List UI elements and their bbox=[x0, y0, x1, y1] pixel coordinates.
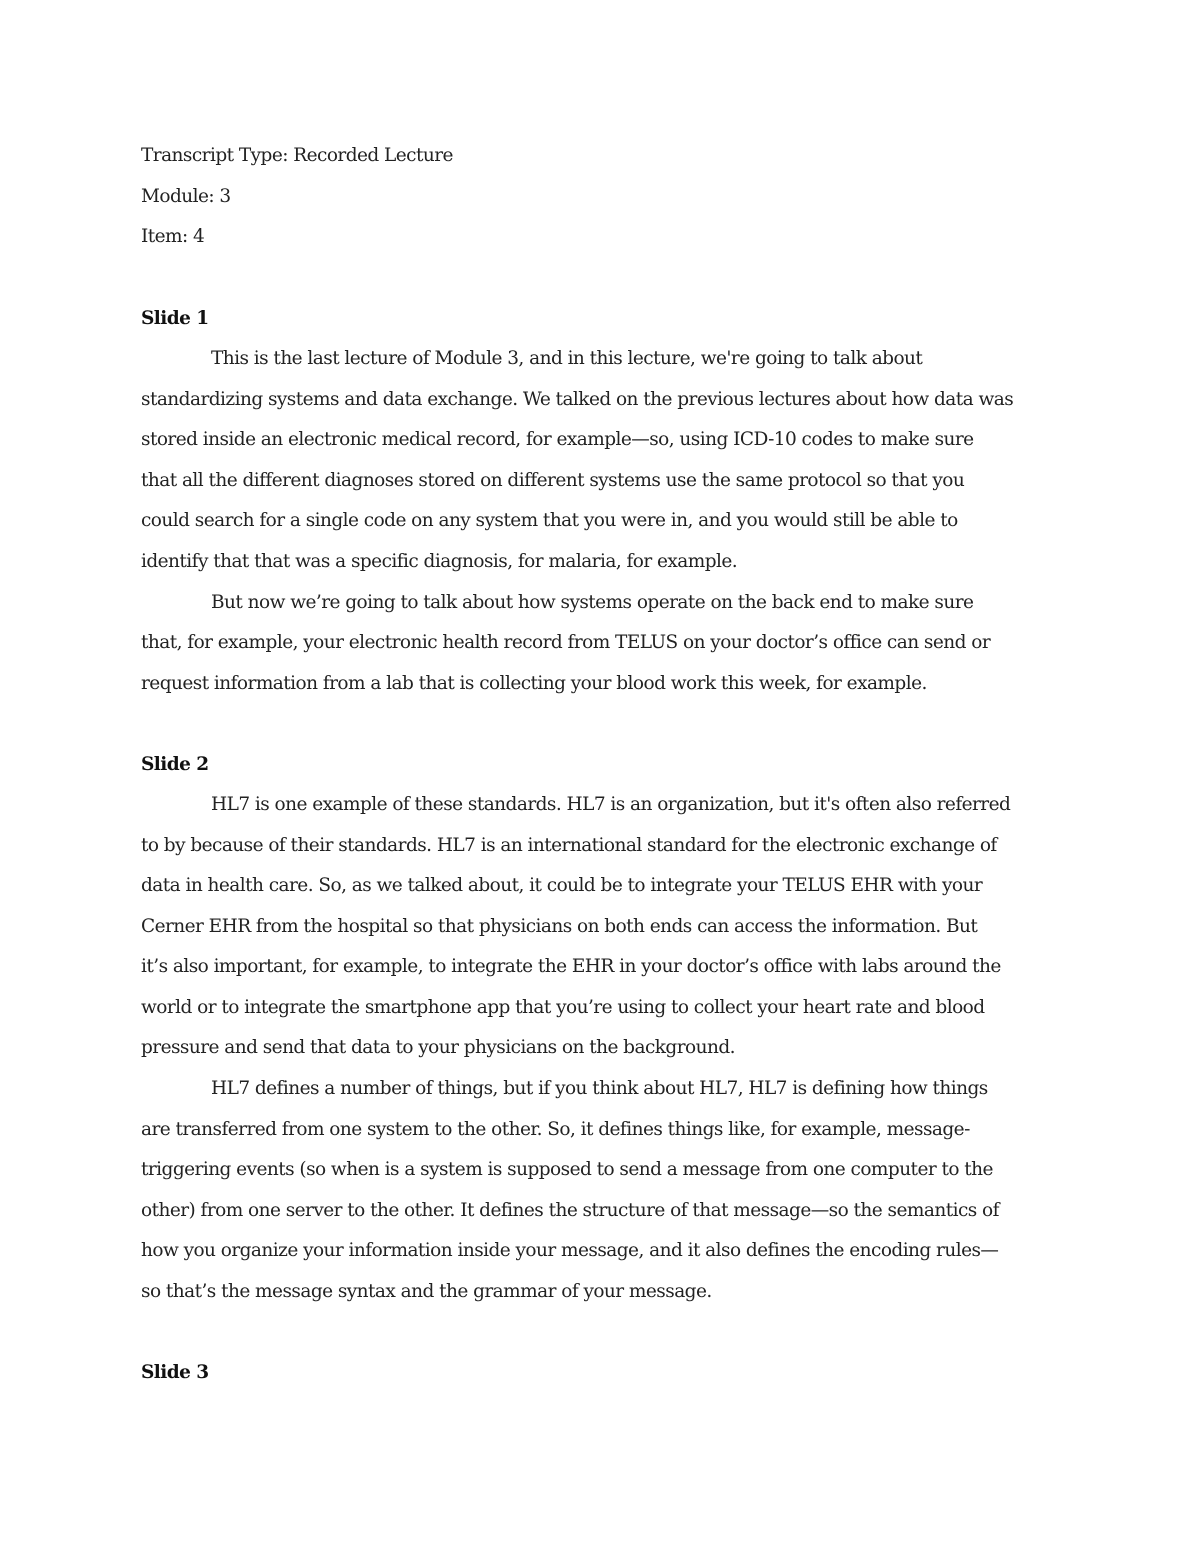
slide-2-paragraph-2-line: are transferred from one system to the other. So, it defines things like, for example, message- bbox=[141, 1119, 970, 1140]
slide-2-paragraph-1-line: it’s also important, for example, to integrate the EHR in your doctor’s office with labs around the bbox=[141, 956, 1001, 977]
slide-2-paragraph-2-line: HL7 defines a number of things, but if you think about HL7, HL7 is defining how things bbox=[211, 1078, 988, 1099]
slide-1-paragraph-1-line: identify that that was a specific diagnosis, for malaria, for example. bbox=[141, 551, 738, 572]
slide-1-heading: Slide 1 bbox=[141, 308, 209, 329]
item-line: Item: 4 bbox=[141, 226, 205, 247]
slide-2-heading: Slide 2 bbox=[141, 754, 209, 775]
slide-3-heading: Slide 3 bbox=[141, 1362, 209, 1383]
slide-2-paragraph-1-line: to by because of their standards. HL7 is an international standard for the electronic exchange of bbox=[141, 835, 997, 856]
slide-1-paragraph-1-line: standardizing systems and data exchange. We talked on the previous lectures about how data was bbox=[141, 389, 1014, 410]
slide-2-paragraph-1-line: data in health care. So, as we talked about, it could be to integrate your TELUS EHR with your bbox=[141, 875, 983, 896]
slide-2-paragraph-1-line: world or to integrate the smartphone app that you’re using to collect your heart rate and blood bbox=[141, 997, 985, 1018]
slide-1-paragraph-1-line: This is the last lecture of Module 3, and in this lecture, we're going to talk about bbox=[211, 348, 923, 369]
slide-1-paragraph-1-line: that all the different diagnoses stored on different systems use the same protocol so that you bbox=[141, 470, 965, 491]
transcript-type-line: Transcript Type: Recorded Lecture bbox=[141, 145, 453, 166]
slide-2-paragraph-1-line: pressure and send that data to your physicians on the background. bbox=[141, 1037, 735, 1058]
slide-2-paragraph-2-line: so that’s the message syntax and the grammar of your message. bbox=[141, 1281, 712, 1302]
slide-1-paragraph-2-line: that, for example, your electronic health record from TELUS on your doctor’s office can send or bbox=[141, 632, 991, 653]
slide-1-paragraph-1-line: stored inside an electronic medical record, for example—so, using ICD-10 codes to make sure bbox=[141, 429, 974, 450]
slide-1-paragraph-2-line: request information from a lab that is collecting your blood work this week, for example. bbox=[141, 673, 927, 694]
slide-2-paragraph-2-line: how you organize your information inside your message, and it also defines the encoding rules— bbox=[141, 1240, 999, 1261]
slide-1-paragraph-2-line: But now we’re going to talk about how systems operate on the back end to make sure bbox=[211, 592, 974, 613]
slide-2-paragraph-2-line: other) from one server to the other. It defines the structure of that message—so the semantics of bbox=[141, 1200, 999, 1221]
slide-2-paragraph-2-line: triggering events (so when is a system is supposed to send a message from one computer to the bbox=[141, 1159, 993, 1180]
module-line: Module: 3 bbox=[141, 186, 231, 207]
slide-2-paragraph-1-line: HL7 is one example of these standards. HL7 is an organization, but it's often also referred bbox=[211, 794, 1011, 815]
slide-2-paragraph-1-line: Cerner EHR from the hospital so that physicians on both ends can access the information. But bbox=[141, 916, 978, 937]
slide-1-paragraph-1-line: could search for a single code on any system that you were in, and you would still be able to bbox=[141, 510, 958, 531]
